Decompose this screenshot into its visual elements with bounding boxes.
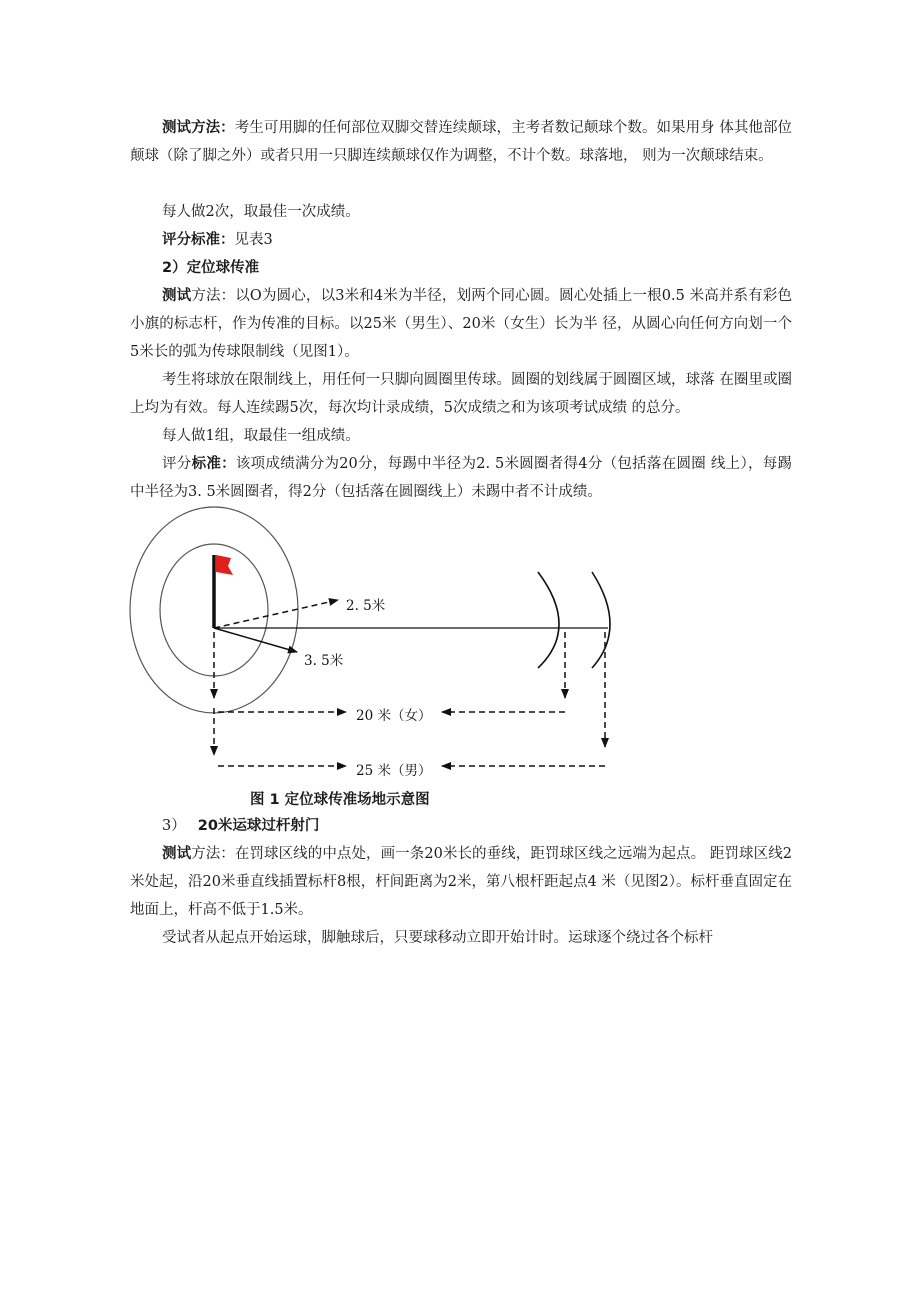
section-title-dribble xyxy=(162,812,319,840)
label-outer-radius: 3. 5米 xyxy=(304,653,344,669)
label-test-method: 测试方法： xyxy=(162,120,235,136)
arrow-inner-radius xyxy=(214,600,338,628)
paragraph-pass-rules: 考生将球放在限制线上，用任何一只脚向圆圈里传球。圆圈的划线属于圆圈区域，球落 在圈里或圈上均为有效。每人连续踢5次，每次均计录成绩，5次成绩之和为该项考试成绩 的总分。 xyxy=(130,372,792,416)
label-male-distance: 25 米（男） xyxy=(356,763,432,779)
text-test-method-dribble: 方法：在罚球区线的中点处，画一条20米长的垂线，距罚球区线之远端为起点。 距罚球区线2米处起，沿20米垂直线插置标杆8根，杆间距离为2米，第八根杆距起点4 米（见图2）。标杆垂直固定在地面上，杆高不低于1.5米。 xyxy=(130,846,792,918)
text-scoring-pass: 该项成绩满分为20分，每踢中半径为2. 5米圆圈者得4分（包括落在圆圈 线上），每踢中半径为3. 5米圆圈者，得2分（包括落在圆圈线上）未踢中者不计成绩。 xyxy=(130,456,793,500)
section-title-fixed-pass: 2）定位球传准 xyxy=(162,260,260,276)
paragraph-test-method-juggling xyxy=(130,114,792,170)
paragraph-attempts: 每人做2次，取最佳一次成绩。 xyxy=(162,204,360,220)
label-scoring-pass: 标准： xyxy=(191,456,236,472)
label-scoring: 评分标准： xyxy=(162,232,235,248)
paragraph-scoring-pass xyxy=(130,450,792,506)
text-test-method: 考生可用脚的任何部位双脚交替连续颠球，主考者数记颠球个数。如果用身 体其他部位颠球（除了脚之外）或者只用一只脚连续颠球仅作为调整，不计个数。球落地， 则为一次颠球结束。 xyxy=(130,120,793,164)
text-scoring: 见表3 xyxy=(234,232,273,248)
flag-icon xyxy=(216,555,233,575)
label-test-method-dribble: 测试 xyxy=(162,846,192,862)
text-test-method-pass: 方法：以O为圆心，以3米和4米为半径，划两个同心圆。圆心处插上一根0.5 米高并系有彩色小旗的标志杆，作为传准的目标。以25米（男生）、20米（女生）长为半 径，从圆心向任何方向划一个5米长的弧为传球限制线（见图1）。 xyxy=(130,288,792,360)
paragraph-dribble-timing: 受试者从起点开始运球，脚触球后，只要球移动立即开始计时。运球逐个绕过各个标杆 xyxy=(162,930,713,946)
limit-arc-male xyxy=(592,572,610,668)
paragraph-groups: 每人做1组，取最佳一组成绩。 xyxy=(162,428,360,444)
limit-arc-female xyxy=(538,572,559,668)
figure-fixed-pass-field xyxy=(0,500,920,790)
paragraph-test-method-dribble xyxy=(130,840,792,924)
section-title-text: 20米运球过杆射门 xyxy=(197,818,320,834)
arrow-outer-radius xyxy=(214,628,297,652)
label-test-method-pass: 测试 xyxy=(162,288,192,304)
section-number: 3） xyxy=(162,818,186,834)
paragraph-test-method-pass xyxy=(130,282,792,366)
figure-caption: 图 1 定位球传准场地示意图 xyxy=(250,792,430,808)
label-inner-radius: 2. 5米 xyxy=(346,598,386,614)
label-female-distance: 20 米（女） xyxy=(356,708,432,724)
label-scoring-pre: 评分 xyxy=(162,456,192,472)
paragraph-scoring xyxy=(162,226,273,254)
